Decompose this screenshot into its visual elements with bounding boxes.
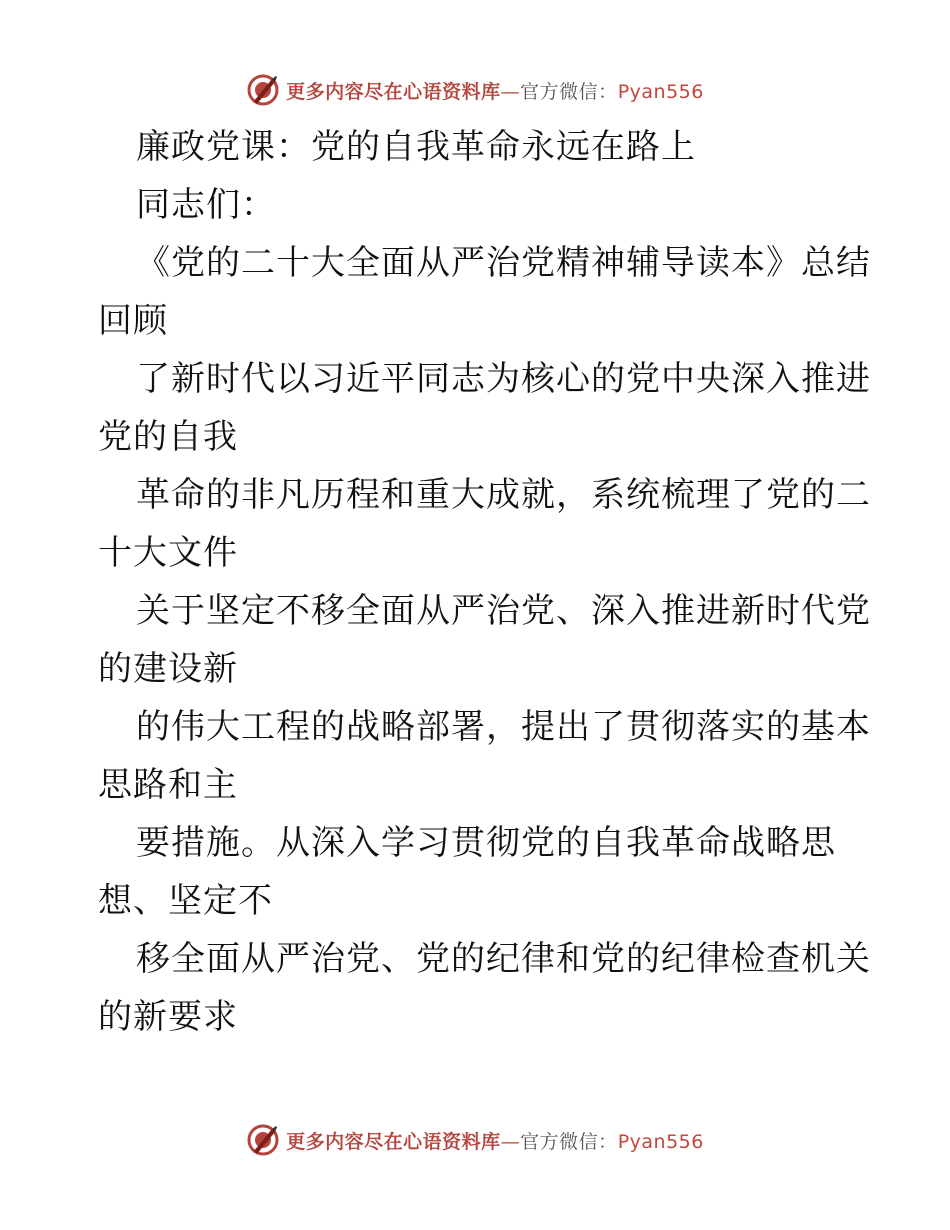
paragraph-line: 十大文件	[98, 533, 238, 573]
pen-logo-icon	[246, 73, 280, 107]
paragraph-line: 革命的非凡历程和重大成就，系统梳理了党的二	[136, 475, 871, 515]
salutation: 同志们：	[136, 185, 276, 225]
paragraph-line: 党的自我	[98, 417, 238, 457]
watermark-id: Pyan556	[617, 1130, 704, 1153]
header-watermark	[0, 70, 950, 110]
paragraph-line: 思路和主	[98, 765, 238, 805]
paragraph-line: 回顾	[98, 301, 168, 341]
paragraph-line: 移全面从严治党、党的纪律和党的纪律检查机关	[136, 939, 871, 979]
header-watermark-text	[286, 77, 704, 104]
watermark-main: 更多内容尽在心语资料库	[286, 80, 501, 103]
paragraph-line: 了新时代以习近平同志为核心的党中央深入推进	[136, 359, 871, 399]
document-title: 廉政党课：党的自我革命永远在路上	[136, 127, 696, 167]
footer-watermark	[0, 1120, 950, 1160]
document-body	[98, 118, 871, 1046]
watermark-id: Pyan556	[617, 80, 704, 103]
paragraph-line: 的新要求	[98, 997, 238, 1037]
pen-logo-icon	[246, 1123, 280, 1157]
paragraph-line: 想、坚定不	[98, 881, 273, 921]
paragraph-line: 关于坚定不移全面从严治党、深入推进新时代党	[136, 591, 871, 631]
paragraph-line: 的建设新	[98, 649, 238, 689]
footer-watermark-text	[286, 1127, 704, 1154]
paragraph-line: 的伟大工程的战略部署，提出了贯彻落实的基本	[136, 707, 871, 747]
paragraph-line: 要措施。从深入学习贯彻党的自我革命战略思	[136, 823, 836, 863]
watermark-dash: —	[500, 1130, 521, 1153]
paragraph-line: 《党的二十大全面从严治党精神辅导读本》总结	[136, 243, 871, 283]
watermark-sub: 官方微信：	[520, 1130, 618, 1153]
watermark-dash: —	[500, 80, 521, 103]
watermark-main: 更多内容尽在心语资料库	[286, 1130, 501, 1153]
watermark-sub: 官方微信：	[520, 80, 618, 103]
